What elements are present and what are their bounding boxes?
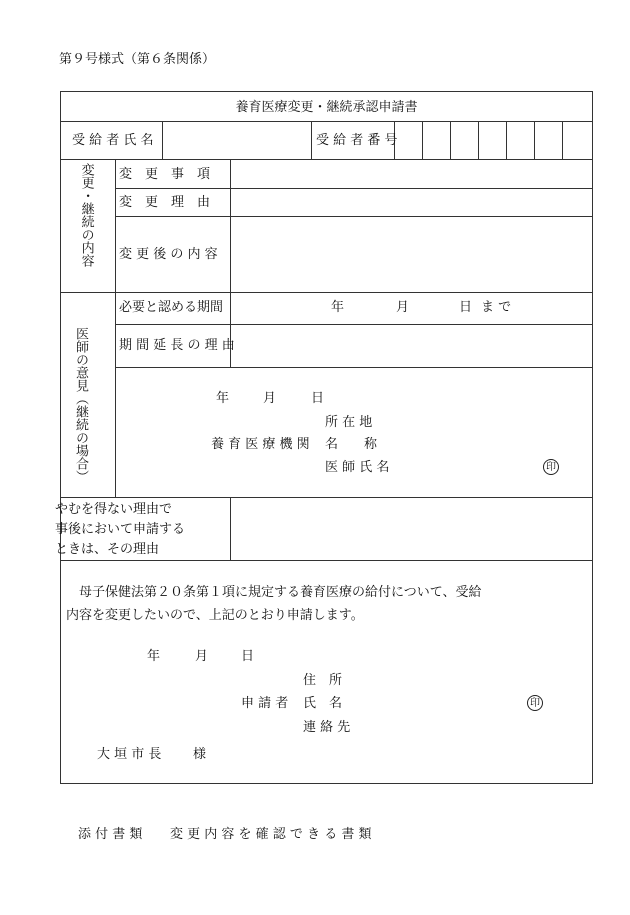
recipient-name-field[interactable]	[163, 122, 310, 158]
form-number: 第９号様式（第６条関係）	[59, 52, 216, 67]
applicant-date-month: 月	[195, 649, 209, 664]
divider	[311, 121, 312, 159]
unavoidable-line-1: やむを得ない理由で	[55, 502, 173, 517]
change-item-label: 変 更 事 項	[119, 167, 211, 182]
unavoidable-reason-field[interactable]	[231, 498, 591, 559]
doctor-name-label: 医 師 氏 名	[325, 460, 390, 475]
form-title: 養育医療変更・継続承認申請書	[235, 100, 418, 115]
recipient-name-label: 受 給 者 氏 名	[72, 133, 154, 148]
applicant-date-year: 年	[147, 649, 161, 664]
unavoidable-line-3: ときは、その理由	[55, 542, 160, 557]
change-reason-field[interactable]	[231, 189, 591, 215]
doctor-date-year: 年	[216, 391, 230, 406]
period-month: 月	[396, 300, 410, 315]
unavoidable-line-2: 事後において申請する	[55, 522, 186, 537]
extension-label: 期 間 延 長 の 理 由	[119, 338, 235, 353]
change-after-label: 変 更 後 の 内 容	[119, 247, 218, 262]
doctor-date-day: 日	[311, 391, 325, 406]
period-year: 年	[331, 300, 345, 315]
addressee-honorific: 様	[193, 747, 207, 762]
institution-name-label: 名 称	[325, 437, 378, 452]
applicant-contact-label: 連 絡 先	[303, 720, 351, 735]
divider	[61, 560, 592, 561]
applicant-seal-mark: 印	[527, 695, 543, 711]
divider	[115, 159, 116, 497]
applicant-label: 申 請 者	[241, 696, 289, 711]
applicant-name-label: 氏 名	[303, 696, 343, 711]
divider	[115, 367, 592, 368]
divider	[61, 292, 592, 293]
period-label: 必要と認める期間	[119, 300, 224, 315]
addressee: 大 垣 市 長	[97, 747, 162, 762]
institution-label: 養 育 医 療 機 関	[211, 437, 310, 452]
declaration-line-2: 内容を変更したいので、上記のとおり申請します。	[66, 608, 364, 623]
doctor-seal-mark: 印	[543, 459, 559, 475]
extension-field[interactable]	[231, 325, 591, 366]
change-side-label: 変更・継続の内容	[78, 163, 94, 267]
recipient-number-label: 受 給 者 番 号	[316, 133, 398, 148]
recipient-number-field[interactable]	[395, 122, 591, 158]
application-form	[55, 91, 593, 784]
applicant-address-label: 住 所	[303, 673, 343, 688]
change-reason-label: 変 更 理 由	[119, 195, 211, 210]
period-until: ま で	[481, 300, 512, 315]
location-label: 所 在 地	[325, 415, 373, 430]
attachment-label: 添 付 書 類	[78, 827, 143, 842]
doctor-side-label: 医師の意見（継続の場合）	[73, 327, 89, 483]
change-after-field[interactable]	[231, 217, 591, 291]
period-day: 日	[459, 300, 473, 315]
change-item-field[interactable]	[231, 160, 591, 187]
declaration-line-1: 母子保健法第２０条第１項に規定する養育医療の給付について、受給	[79, 585, 482, 600]
applicant-date-day: 日	[241, 649, 255, 664]
attachment-value: 変 更 内 容 を 確 認 で き る 書 類	[170, 827, 372, 842]
doctor-date-month: 月	[263, 391, 277, 406]
